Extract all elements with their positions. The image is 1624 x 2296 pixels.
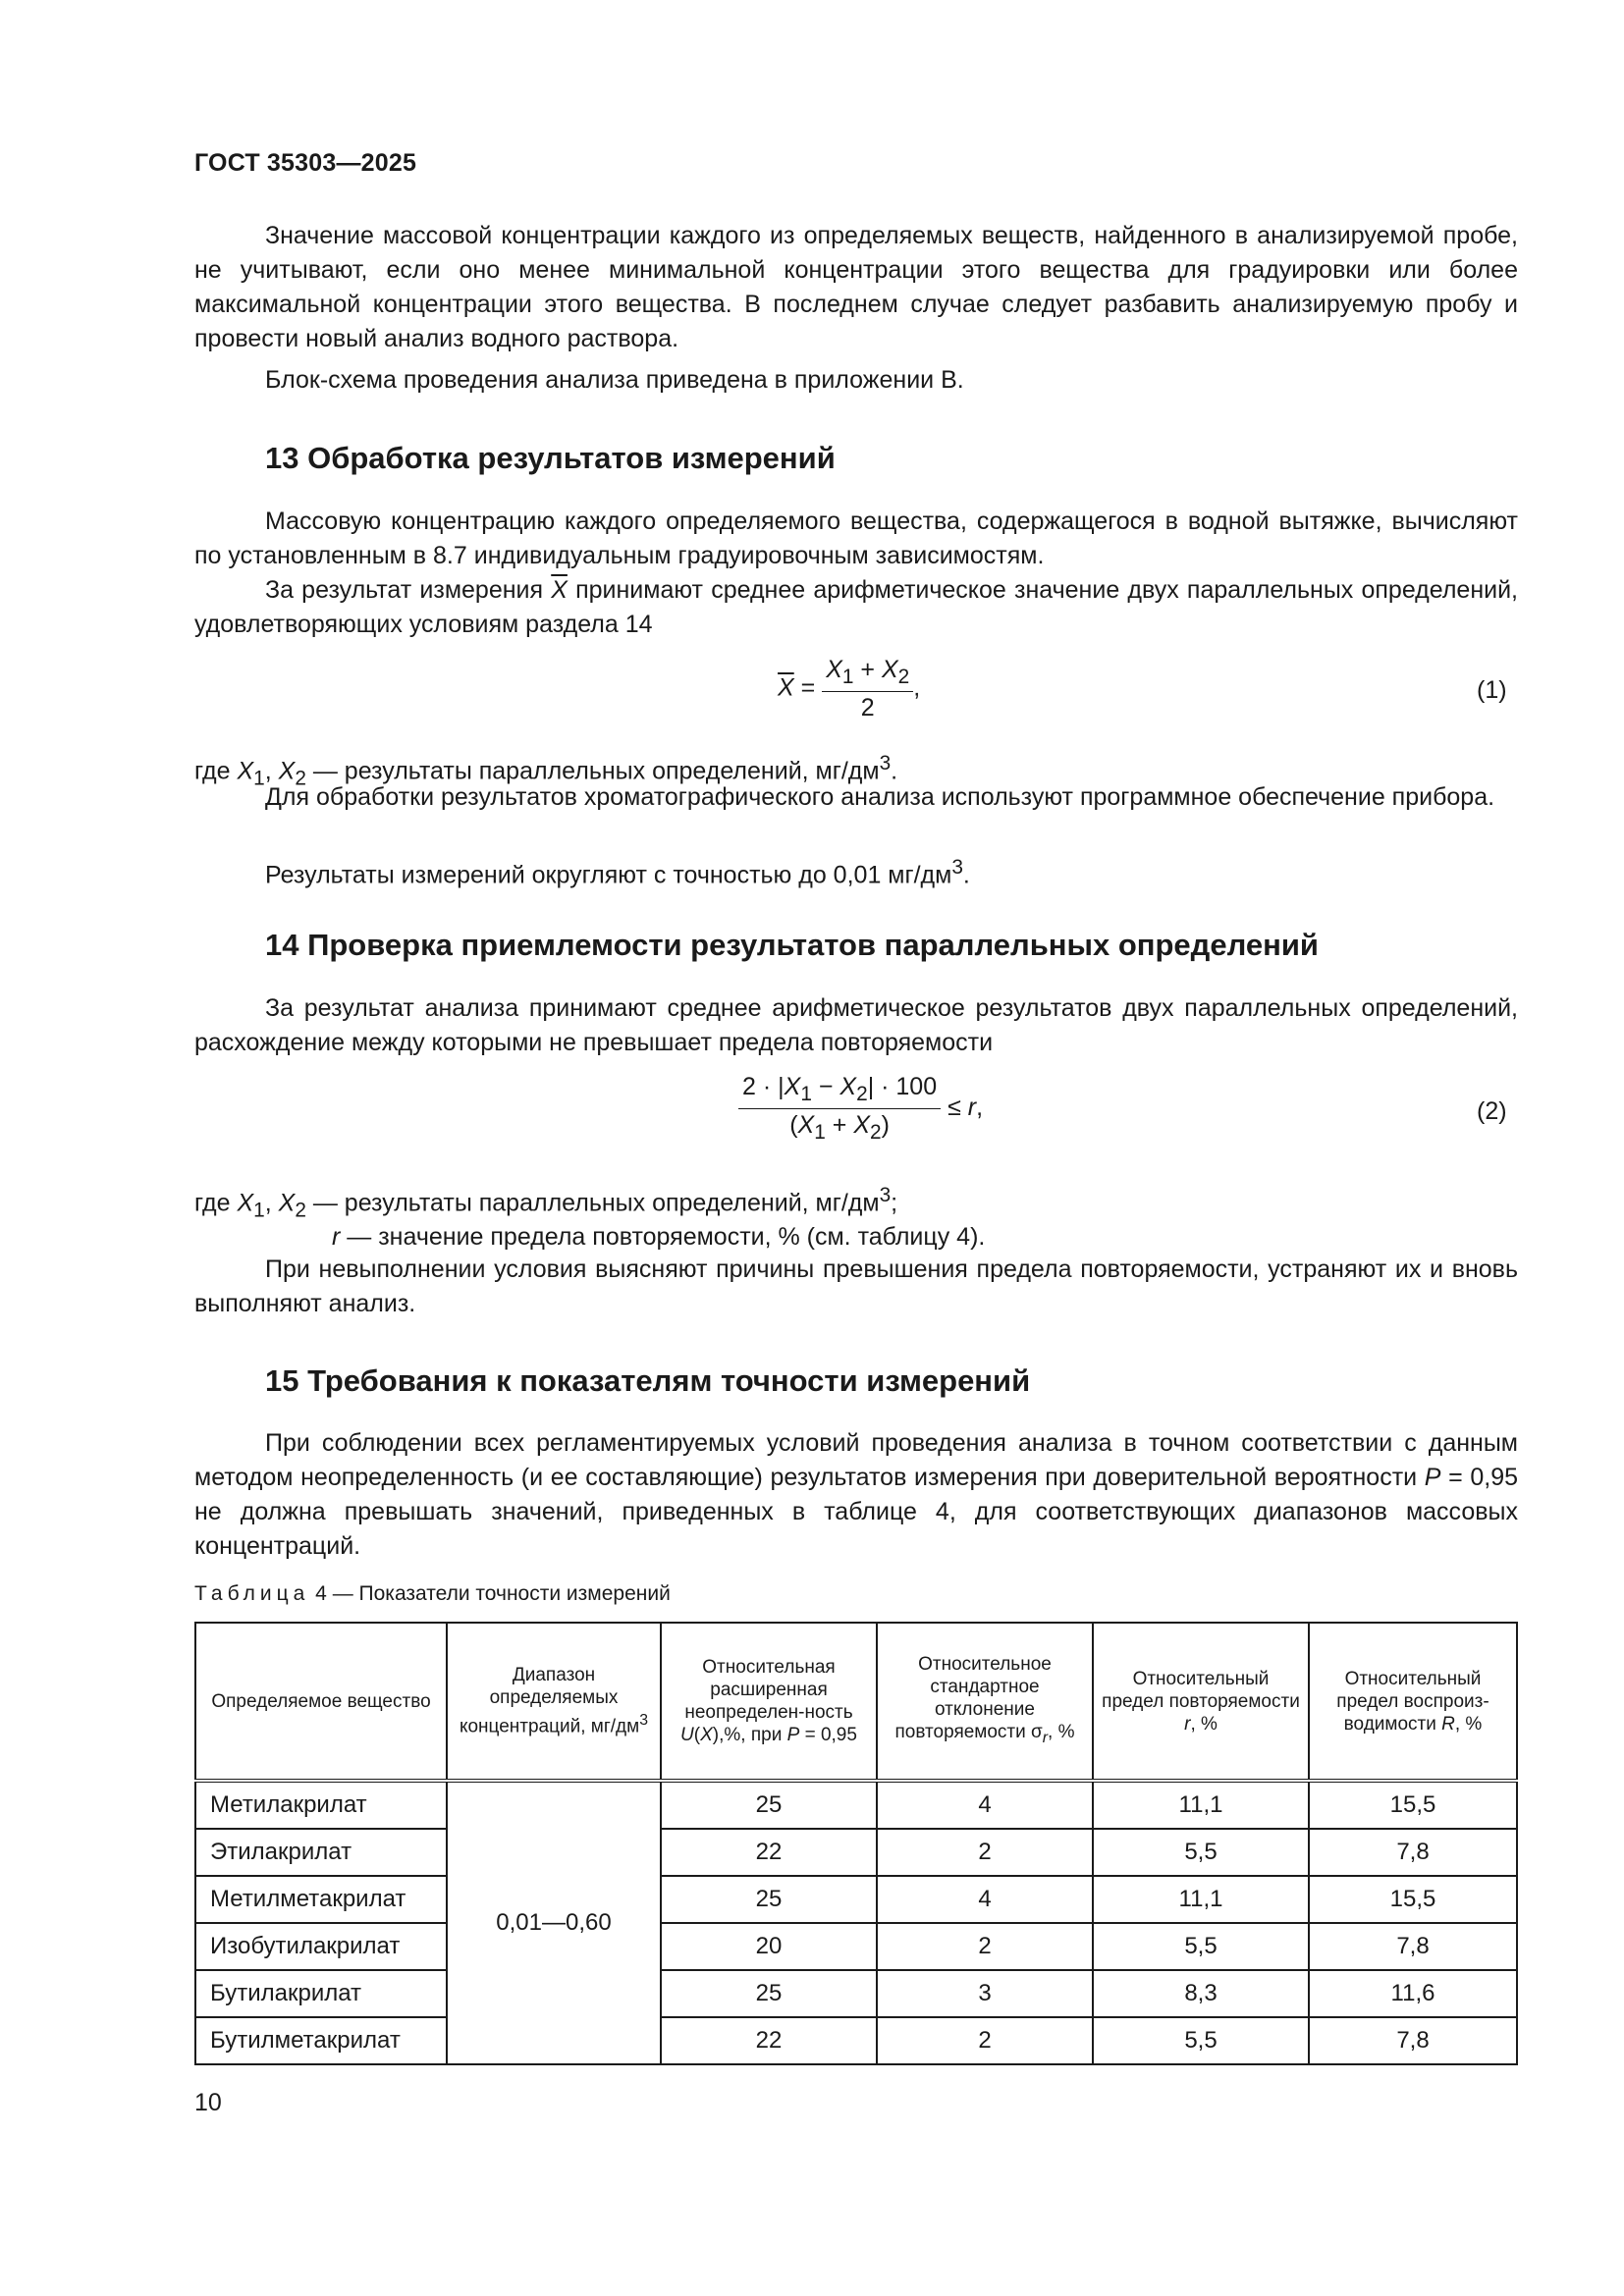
cell-substance: Изобутилакрилат [195,1923,447,1970]
table-header-row [195,1623,1517,1781]
table-row [195,1970,1517,2017]
header-range: Диапазон определяемых концентраций, $мг/дм^3$ [447,1623,661,1781]
section-13-title: 13 Обработка результатов измерений [265,441,836,475]
cell-uncertainty: 20 [661,1923,877,1970]
section-15-title: 15 Требования к показателям точности измерений [265,1363,1031,1398]
section-14-paragraph-2: При невыполнении условия выясняют причины превышения предела повторяемости, устраняют их и вновь выполняют анализ. [194,1255,1518,1317]
cell-sigma: 4 [877,1876,1093,1923]
section-13-paragraph-4: Результаты измерений округляют с точностью до 0,01 $мг/дм^3$. [265,856,970,889]
cell-reproducibility: 15,5 [1309,1781,1517,1829]
formula-1-legend: где $X_1$, $X_2$ — результаты параллельных определений, $мг/дм^3$. [194,752,898,790]
cell-uncertainty: 22 [661,1829,877,1876]
cell-reproducibility: 7,8 [1309,1829,1517,1876]
cell-uncertainty: 25 [661,1970,877,2017]
section-15-paragraph-1: При соблюдении всех регламентируемых условий проведения анализа в точном соответствии с данным методом неопределенность (и ее составляющие) результатов измерения при доверительной вероятности P = 0,95 не должна превышать значений, приведенных в таблице 4, для соответствующих диапазонов массовых концентраций. [194,1429,1518,1560]
table-row [195,1829,1517,1876]
cell-reproducibility: 7,8 [1309,2017,1517,2064]
header-substance: Определяемое вещество [195,1623,447,1781]
cell-sigma: 2 [877,1829,1093,1876]
table-row [195,2017,1517,2064]
cell-sigma: 3 [877,1970,1093,2017]
cell-repeatability: 8,3 [1093,1970,1309,2017]
cell-repeatability: 5,5 [1093,1829,1309,1876]
formula-1: $\overline{X}$ = $\frac{X_1 + X_2}{2}$ , [778,656,921,721]
cell-repeatability: 5,5 [1093,1923,1309,1970]
cell-reproducibility: 15,5 [1309,1876,1517,1923]
formula-2-legend-2: r — значение предела повторяемости, % (см. таблицу 4). [332,1223,986,1251]
formula-1-fraction: $\frac{X_1 + X_2}{2}$ [822,656,913,722]
table-row [195,1876,1517,1923]
formula-2-number: (2) [1477,1097,1507,1125]
cell-substance: Этилакрилат [195,1829,447,1876]
cell-reproducibility: 7,8 [1309,1923,1517,1970]
document-header: ГОСТ 35303—2025 [194,149,417,177]
table-row [195,1923,1517,1970]
cell-substance: Метилметакрилат [195,1876,447,1923]
cell-sigma: 2 [877,1923,1093,1970]
formula-2-fraction: $\frac{2 \cdot |X_1 - X_2| \cdot 100}{(X_1 + X_2)}$ [738,1073,941,1145]
intro-paragraph-1: Значение массовой концентрации каждого из определяемых веществ, найденного в анализируемой пробе, не учитывают, если оно менее минимальной концентрации этого вещества для градуировки или более максимальной концентрации этого вещества. В последнем случае следует разбавить анализируемую пробу и провести новый анализ водного раствора. [194,222,1518,352]
section-13-paragraph-1: Массовую концентрацию каждого определяемого вещества, содержащегося в водной вытяжке, вычисляют по установленным в 8.7 индивидуальным градуировочным зависимостям. [194,507,1518,569]
header-repeatability-limit: Относительный предел повторяемости r, % [1093,1623,1309,1781]
page-number: 10 [194,2089,222,2116]
header-reproducibility-limit: Относительный предел воспроиз-водимости R, % [1309,1623,1517,1781]
cell-substance: Бутилметакрилат [195,2017,447,2064]
header-expanded-uncertainty: Относительная расширенная неопределен-ность U(X),%, при P = 0,95 [661,1623,877,1781]
table-caption: Таблица 4 — Показатели точности измерений [194,1582,671,1605]
formula-2-legend-1: где $X_1$, $X_2$ — результаты параллельных определений, $мг/дм^3$; [194,1184,898,1222]
intro-paragraph-2: Блок-схема проведения анализа приведена в приложении В. [265,366,964,394]
cell-uncertainty: 25 [661,1781,877,1829]
cell-substance: Метилакрилат [195,1781,447,1829]
section-14-paragraph-1: За результат анализа принимают среднее арифметическое результатов двух параллельных определений, расхождение между которыми не превышает предела повторяемости [194,994,1518,1056]
cell-repeatability: 5,5 [1093,2017,1309,2064]
table-row [195,1781,1517,1829]
formula-1-number: (1) [1477,676,1507,704]
formula-2: $\frac{2 \cdot |X_1 - X_2| \cdot 100}{(X_1 + X_2)}$ ≤ r, [738,1073,983,1145]
cell-reproducibility: 11,6 [1309,1970,1517,2017]
cell-repeatability: 11,1 [1093,1781,1309,1829]
cell-sigma: 2 [877,2017,1093,2064]
cell-uncertainty: 25 [661,1876,877,1923]
cell-uncertainty: 22 [661,2017,877,2064]
accuracy-table [194,1622,1518,2065]
section-14-title: 14 Проверка приемлемости результатов параллельных определений [265,928,1319,962]
cell-substance: Бутилакрилат [195,1970,447,2017]
x-bar-symbol: $\overline{X}$ [551,576,568,604]
cell-sigma: 4 [877,1781,1093,1829]
cell-range: 0,01—0,60 [447,1781,661,2064]
section-13-paragraph-3: Для обработки результатов хроматографического анализа используют программное обеспечение прибора. [265,783,1495,811]
header-repeatability-sd: Относительное стандартное отклонение повторяемости $\sigma_r$, % [877,1623,1093,1781]
cell-repeatability: 11,1 [1093,1876,1309,1923]
section-13-paragraph-2: За результат измерения $\overline{X}$ принимают среднее арифметическое значение двух параллельных определений, удовлетворяющих условиям раздела 14 [194,576,1519,638]
